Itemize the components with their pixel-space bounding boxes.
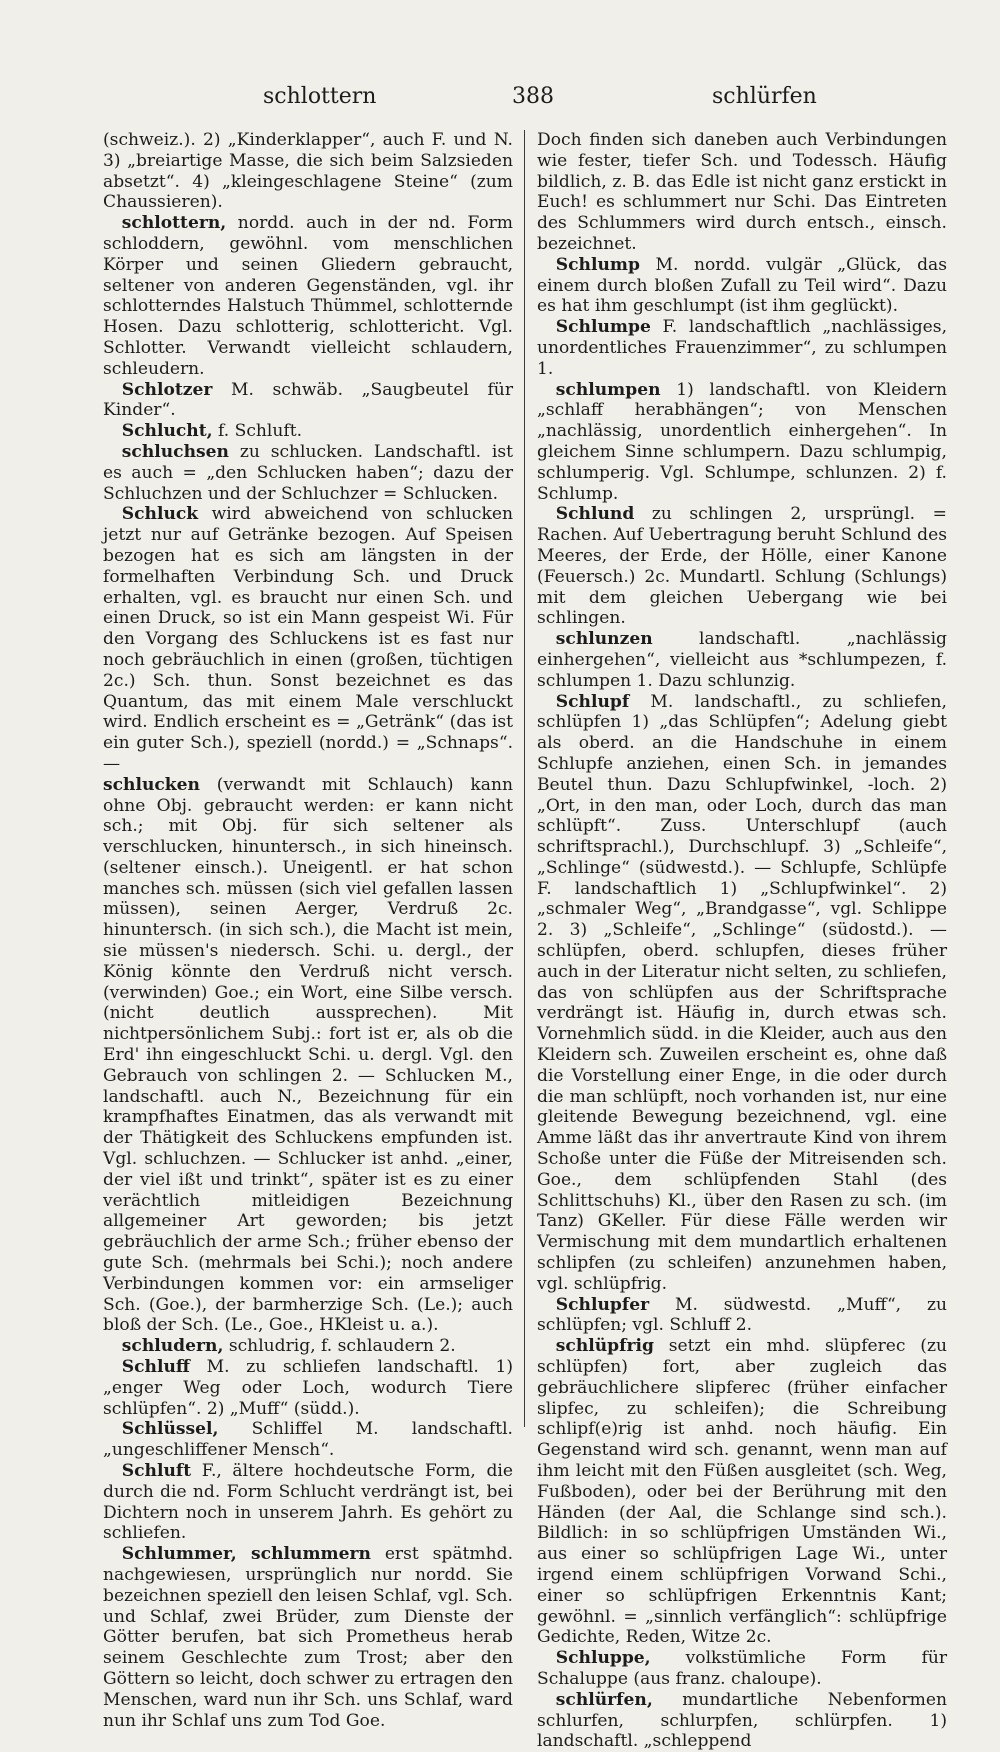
entry-headword: schlottern, — [121, 213, 227, 234]
entry-text: volkstümliche Form für Schaluppe (aus franz. chaloupe). — [537, 1648, 947, 1689]
entry-headword: schlucken — [103, 774, 200, 795]
entry-text: mundartliche Nebenformen schlurfen, schlurpfen, schlürpfen. 1) landschaftl. „schleppend — [537, 1689, 947, 1752]
dictionary-entry — [537, 255, 947, 317]
entry-text: F., ältere hochdeutsche Form, die durch die nd. Form Schlucht verdrängt ist, bei Dichtern noch in unserem Jahrh. Es gehört zu schliefen. — [103, 1461, 513, 1544]
entry-headword: schlumpen — [555, 379, 661, 400]
entry-headword: schludern, — [121, 1336, 224, 1357]
dictionary-entry — [537, 504, 947, 629]
entry-headword: Schluck — [121, 504, 199, 525]
entry-text: Schliffel M. landschaftl. „ungeschliffener Mensch“. — [103, 1419, 513, 1461]
dictionary-entry — [103, 775, 513, 1337]
dictionary-entry — [537, 1295, 947, 1337]
left-column — [103, 130, 513, 1731]
dictionary-entry — [103, 213, 513, 379]
entry-headword: schlunzen — [555, 629, 653, 650]
dictionary-entry — [103, 1544, 513, 1731]
entry-text: 1) landschaftl. von Kleidern „schlaff herabhängen“; von Menschen „nachlässig, unordentlich einhergehen“. In gleichem Sinne schlumpern. Dazu schlumpig, schlumperig. Vgl. Schlumpe, schlunzen. 2) f. Schlump. — [537, 379, 947, 504]
entry-headword: Schlummer, schlummern — [121, 1544, 371, 1565]
dictionary-entry — [537, 317, 947, 379]
entry-text: M. schwäb. „Saugbeutel für Kinder“. — [103, 379, 513, 421]
entry-headword: Schlüssel, — [121, 1419, 219, 1440]
entry-headword: Schlund — [555, 504, 635, 525]
left-running-headword: schlottern — [263, 84, 377, 109]
entry-text: zu schlingen 2, ursprüngl. = Rachen. Auf Uebertragung beruht Schlund des Meeres, der Erde, der Hölle, einer Kanone (Feuersch.) 2c. Mundartl. Schlung (Schlungs) mit dem gleichen Uebergang wie bei schlingen. — [537, 504, 947, 629]
entry-text: nordd. auch in der nd. Form schloddern, gewöhnl. vom menschlichen Körper und seinen Gliedern gebraucht, seltener von anderen Gegenständen, vgl. ihr schlotterndes Halstuch Thümmel, schlotternde Hosen. Dazu schlotterig, schlottericht. Vgl. Schlotter. Verwandt vielleicht schlaudern, schleudern. — [103, 213, 513, 379]
dictionary-entry — [103, 380, 513, 422]
dictionary-entry — [103, 442, 513, 504]
dictionary-entry — [103, 130, 513, 213]
column-divider — [524, 130, 525, 1427]
entry-text: zu schlucken. Landschaftl. ist es auch = „den Schlucken haben“; dazu der Schluchzen und der Schluchzer = Schlucken. — [103, 441, 513, 504]
entry-text: M. nordd. vulgär „Glück, das einem durch bloßen Zufall zu Teil wird“. Dazu es hat ihm geschlumpt (ist ihm geglückt). — [537, 254, 947, 317]
dictionary-entry — [103, 1357, 513, 1419]
page-number: 388 — [512, 84, 554, 109]
entry-text: M. zu schliefen landschaftl. 1) „enger Weg oder Loch, wodurch Tiere schlüpfen“. 2) „Muff“ (südd.). — [103, 1357, 513, 1419]
entry-text: (schweiz.). 2) „Kinderklapper“, auch F. und N. 3) „breiartige Masse, die sich beim Salzsieden absetzt“. 4) „kleingeschlagene Steine“ (zum Chaussieren). — [103, 130, 513, 213]
entry-text: f. Schluft. — [212, 421, 303, 442]
entry-text: schludrig, f. schlaudern 2. — [223, 1336, 456, 1357]
dictionary-entry — [537, 1690, 947, 1752]
right-column — [537, 130, 947, 1752]
dictionary-entry — [537, 692, 947, 1295]
dictionary-entry — [103, 1336, 513, 1357]
entry-headword: Schluff — [121, 1357, 190, 1378]
entry-headword: Schlumpe — [555, 317, 651, 338]
entry-text: F. landschaftlich „nachlässiges, unordentliches Frauenzimmer“, zu schlumpen 1. — [537, 317, 947, 379]
right-running-headword: schlürfen — [712, 84, 817, 109]
entry-headword: Schluppe, — [555, 1648, 651, 1669]
entry-headword: Schlump — [555, 254, 640, 275]
entry-headword: schlürfen, — [555, 1689, 653, 1710]
page-header — [100, 84, 960, 124]
dictionary-entry — [103, 1461, 513, 1544]
entry-headword: Schluft — [121, 1461, 192, 1481]
dictionary-entry — [537, 629, 947, 691]
entry-headword: Schlupfer — [555, 1294, 650, 1315]
entry-text: landschaftl. „nachlässig einhergehen“, vielleicht aus *schlumpezen, f. schlumpen 1. Dazu schlunzig. — [537, 629, 947, 691]
entry-text: Doch finden sich daneben auch Verbindungen wie fester, tiefer Sch. und Todessch. Häufig bildlich, z. B. das Edle ist nicht ganz erstickt in Euch! es schlummert nur Schi. Das Eintreten des Schlummers wird durch entsch., einsch. bezeichnet. — [537, 130, 947, 254]
dictionary-entry — [103, 421, 513, 442]
dictionary-entry — [537, 130, 947, 255]
dictionary-entry — [103, 1419, 513, 1461]
entry-text: M. landschaftl., zu schliefen, schlüpfen 1) „das Schlüpfen“; Adelung giebt als oberd. an die Handschuhe in einem Schlupfe anziehen, einen Sch. in jemandes Beutel thun. Dazu Schlupfwinkel, -loch. 2) „Ort, in den man, oder Loch, durch das man schlüpft“. Zuss. Unterschlupf (auch schriftsprachl.), Durchschlupf. 3) „Schleife“, „Schlinge“ (südwestd.). — Schlupfe, Schlüpfe F. landschaftlich 1) „Schlupfwinkel“. 2) „schmaler Weg“, „Brandgasse“, vgl. Schlippe 2. 3) „Schleife“, „Schlinge“ (südostd.). — schlüpfen, oberd. schlupfen, dieses früher auch in der Literatur nicht selten, zu schliefen, das von schlüpfen aus der Schriftsprache verdrängt ist. Häufig in, durch etwas sch. Vornehmlich südd. in die Kleider, auch aus den Kleidern sch. Zuweilen erscheint es, ohne daß die Vorstellung einer Enge, in die oder durch die man schlüpft, noch vorhanden ist, nur eine gleitende Bewegung bezeichnend, vgl. eine Amme läßt das ihr anvertraute Kind von ihrem Schoße unter die Füße der Mitreisenden sch. Goe., dem schlüpfenden Stahl (des Schlittschuhs) Kl., über den Rasen zu sch. (im Tanz) GKeller. Für diese Fälle werden wir Vermischung mit dem mundartlich erhaltenen schlipfen (zu schleifen) anzunehmen haben, vgl. schlüpfrig. — [537, 691, 947, 1294]
entry-headword: Schlupf — [555, 691, 630, 712]
entry-headword: Schlucht, — [121, 421, 213, 442]
entry-headword: Schlotzer — [121, 379, 213, 400]
dictionary-entry — [537, 1648, 947, 1690]
entry-text: wird abweichend von schlucken jetzt nur auf Getränke bezogen. Auf Speisen bezogen hat es sich am längsten in der formelhaften Verbindung Sch. und Druck erhalten, vgl. es braucht nur einen Sch. und einen Druck, so ist ein Mann gespeist Wi. Für den Vorgang des Schluckens ist es fast nur noch gebräuchlich in einen (großen, tüchtigen 2c.) Sch. thun. Sonst bezeichnet es das Quantum, das mit einem Male verschluckt wird. Endlich erscheint es = „Getränk“ (das ist ein guter Sch.), speziell (nordd.) = „Schnaps“. — — [103, 504, 513, 774]
entry-text: setzt ein mhd. slüpferec (zu schlüpfen) fort, aber zugleich das gebräuchlichere slipferec (früher einfacher slipfec, zu schleifen); die Schreibung schlipf(e)rig ist anhd. noch häufig. Ein Gegenstand wird sch. genannt, wenn man auf ihm leicht mit den Füßen ausgleitet (sch. Weg, Fußboden), oder bei der Berührung mit den Händen (der Aal, die Schlange sind sch.). Bildlich: in so schlüpfrigen Umständen Wi., aus einer so schlüpfrigen Lage Wi., unter irgend einem schlüpfrigen Vorwand Schi., einer so schlüpfrigen Erkenntnis Kant; gewöhnl. = „sinnlich verfänglich“: schlüpfrige Gedichte, Reden, Witze 2c. — [537, 1336, 947, 1648]
dictionary-entry — [103, 504, 513, 774]
entry-text: erst spätmhd. nachgewiesen, ursprünglich nur nordd. Sie bezeichnen speziell den leisen Schlaf, vgl. Sch. und Schlaf, zwei Brüder, zum Dienste der Götter berufen, bat sich Prometheus herab seinem Geschlechte zum Trost; aber den Göttern so leicht, doch schwer zu ertragen den Menschen, ward nun ihr Sch. uns Schlaf, ward nun ihr Schlaf uns zum Tod Goe. — [103, 1544, 513, 1731]
dictionary-entry — [537, 380, 947, 505]
entry-headword: schluchsen — [121, 441, 229, 462]
entry-text: M. südwestd. „Muff“, zu schlüpfen; vgl. Schluff 2. — [537, 1294, 947, 1336]
dictionary-entry — [537, 1336, 947, 1648]
entry-headword: schlüpfrig — [555, 1336, 654, 1357]
entry-text: (verwandt mit Schlauch) kann ohne Obj. gebraucht werden: er kann nicht sch.; mit Obj. für sich seltener als verschlucken, hinuntersch., in sich hineinsch. (seltener einsch.). Uneigentl. er hat schon manches sch. müssen (sich viel gefallen lassen müssen), seinen Aerger, Verdruß 2c. hinuntersch. (in sich sch.), die Macht ist mein, sie müssen's niedersch. Schi. u. dergl., der König könnte den Verdruß nicht versch. (verwinden) Goe.; ein Wort, eine Silbe versch. (nicht deutlich aussprechen). Mit nichtpersönlichem Subj.: fort ist er, als ob die Erd' ihn eingeschluckt Schi. u. dergl. Vgl. den Gebrauch von schlingen 2. — Schlucken M., landschaftl. auch N., Bezeichnung für ein krampfhaftes Einatmen, das als verwandt mit der Thätigkeit des Schluckens empfunden ist. Vgl. schluchzen. — Schlucker ist anhd. „einer, der viel ißt und trinkt“, später ist es zu einer verächtlich mitleidigen Bezeichnung allgemeiner Art geworden; bis jetzt gebräuchlich der arme Sch.; früher ebenso der gute Sch. (mehrmals bei Schi.); noch andere Verbindungen kommen vor: ein armseliger Sch. (Goe.), der barmherzige Sch. (Le.); auch bloß der Sch. (Le., Goe., HKleist u. a.). — [103, 774, 513, 1336]
